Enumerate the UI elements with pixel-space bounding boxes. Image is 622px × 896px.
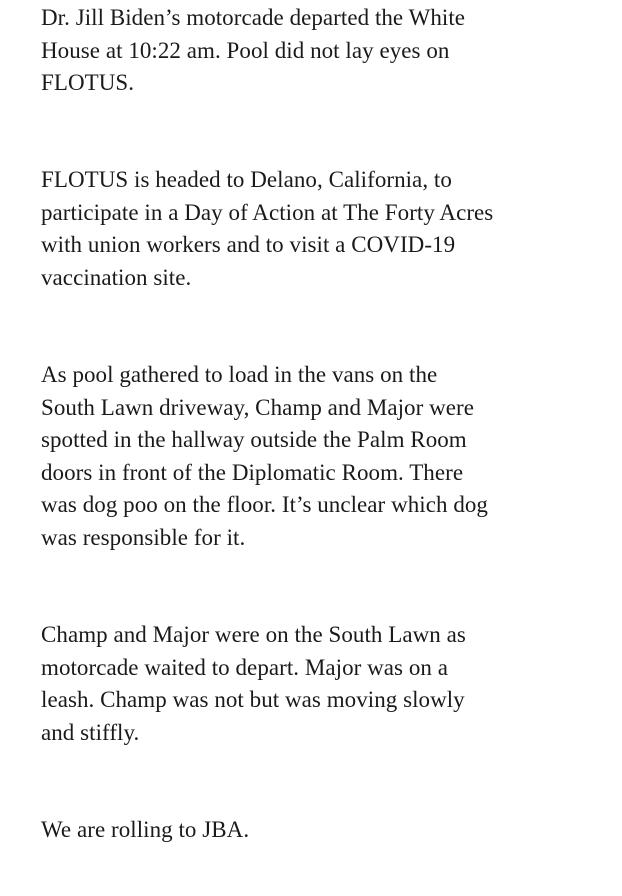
text-line: We are rolling to JBA. xyxy=(41,817,250,842)
text-line: vaccination site. xyxy=(41,264,192,290)
text-line: participate in a Day of Action at The Forty Acres xyxy=(41,199,494,225)
text-line: with union workers and to visit a COVID-19 xyxy=(41,232,456,257)
text-line: was dog poo on the floor. It’s unclear which dog xyxy=(41,492,488,517)
text-line: spotted in the hallway outside the Palm Room xyxy=(41,427,467,452)
paragraph-dogs-hallway xyxy=(41,359,488,554)
paragraph-dogs-south-lawn xyxy=(41,619,466,749)
text-line: FLOTUS is headed to Delano, California, to xyxy=(41,167,452,192)
text-line: As pool gathered to load in the vans on the xyxy=(41,362,438,387)
text-line: doors in front of the Diplomatic Room. There xyxy=(41,459,464,485)
text-line: leash. Champ was not but was moving slowly xyxy=(41,687,465,712)
text-line: Dr. Jill Biden’s motorcade departed the White xyxy=(41,5,466,30)
paragraph-destination xyxy=(41,164,493,294)
text-line: House at 10:22 am. Pool did not lay eyes on xyxy=(41,37,450,63)
paragraph-rolling xyxy=(41,814,249,847)
text-line: FLOTUS. xyxy=(41,70,135,95)
text-line: was responsible for it. xyxy=(41,524,246,550)
text-line: South Lawn driveway, Champ and Major were xyxy=(41,394,474,420)
text-line: motorcade waited to depart. Major was on a xyxy=(41,654,449,680)
text-line: and stiffly. xyxy=(41,719,140,745)
text-line: Champ and Major were on the South Lawn as xyxy=(41,622,466,647)
paragraph-motorcade-departure xyxy=(41,2,465,100)
